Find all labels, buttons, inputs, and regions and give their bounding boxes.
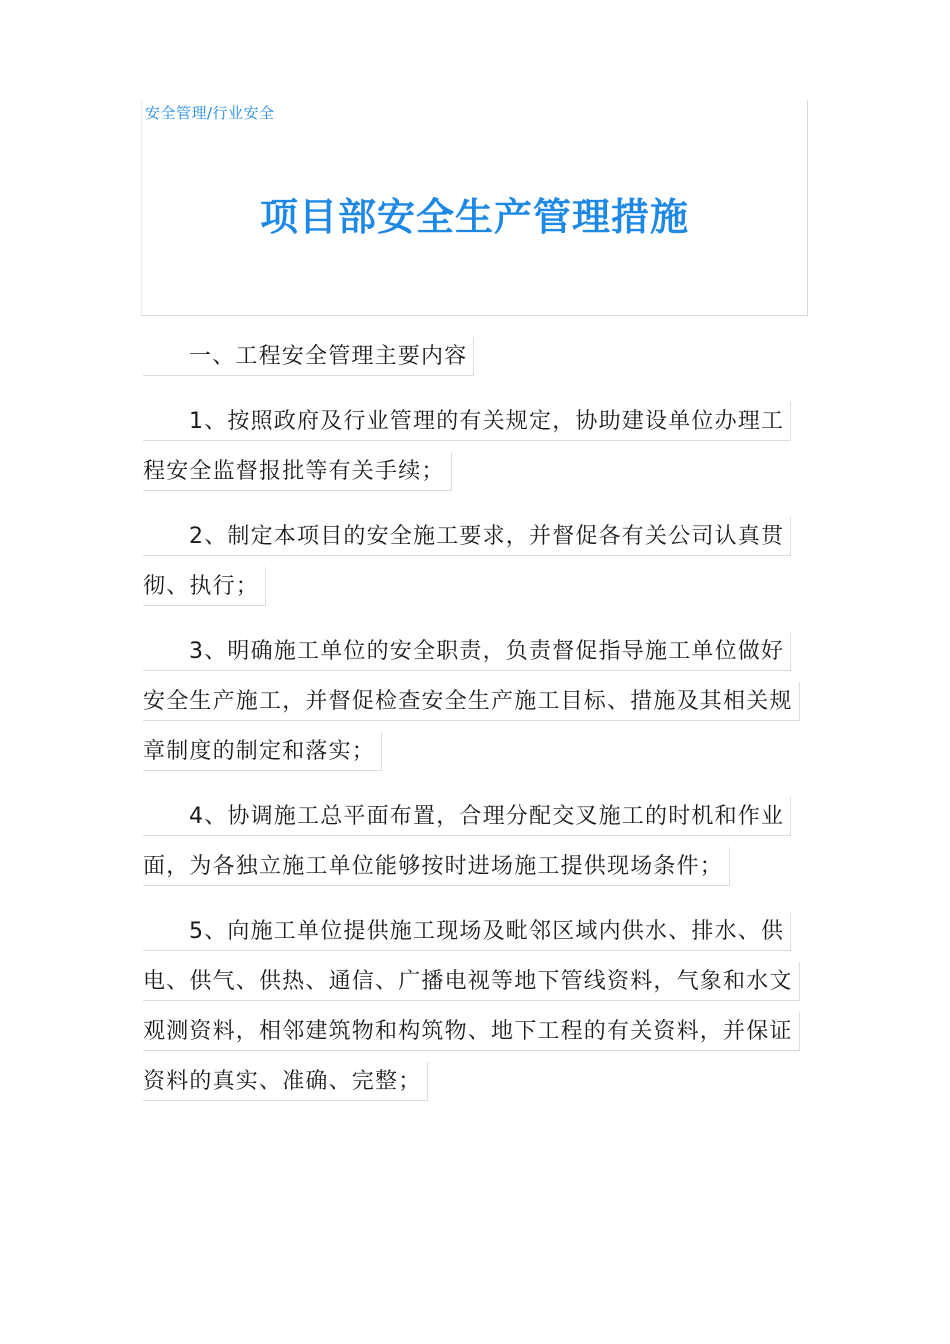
paragraph-line: 程安全监督报批等有关手续； (143, 452, 452, 491)
document-body (143, 337, 818, 1127)
document-header (141, 100, 808, 316)
paragraph-line: 5、向施工单位提供施工现场及毗邻区域内供水、排水、供 (143, 912, 791, 951)
paragraph-item-2 (143, 517, 818, 607)
paragraph-line: 章制度的制定和落实； (143, 732, 382, 771)
paragraph-line: 1、按照政府及行业管理的有关规定，协助建设单位办理工 (143, 402, 791, 441)
paragraph-line: 4、协调施工总平面布置，合理分配交叉施工的时机和作业 (143, 797, 791, 836)
document-title: 项目部安全生产管理措施 (259, 195, 689, 239)
paragraph-item-5 (143, 912, 818, 1102)
paragraph-line: 2、制定本项目的安全施工要求，并督促各有关公司认真贯 (143, 517, 791, 556)
paragraph-line: 安全生产施工，并督促检查安全生产施工目标、措施及其相关规 (143, 682, 800, 721)
paragraph-line: 电、供气、供热、通信、广播电视等地下管线资料，气象和水文 (143, 962, 800, 1001)
paragraph-line: 3、明确施工单位的安全职责，负责督促指导施工单位做好 (143, 632, 791, 671)
paragraph-line: 观测资料，相邻建筑物和构筑物、地下工程的有关资料，并保证 (143, 1012, 800, 1051)
paragraph-item-3 (143, 632, 818, 772)
paragraph-item-1 (143, 402, 818, 492)
category-label: 安全管理/行业安全 (145, 104, 275, 122)
paragraph-line: 一、工程安全管理主要内容 (143, 337, 474, 376)
paragraph-line: 面，为各独立施工单位能够按时进场施工提供现场条件； (143, 847, 730, 886)
paragraph-line: 资料的真实、准确、完整； (143, 1062, 428, 1101)
paragraph-item-4 (143, 797, 818, 887)
section-heading (143, 337, 818, 377)
paragraph-line: 彻、执行； (143, 567, 266, 606)
